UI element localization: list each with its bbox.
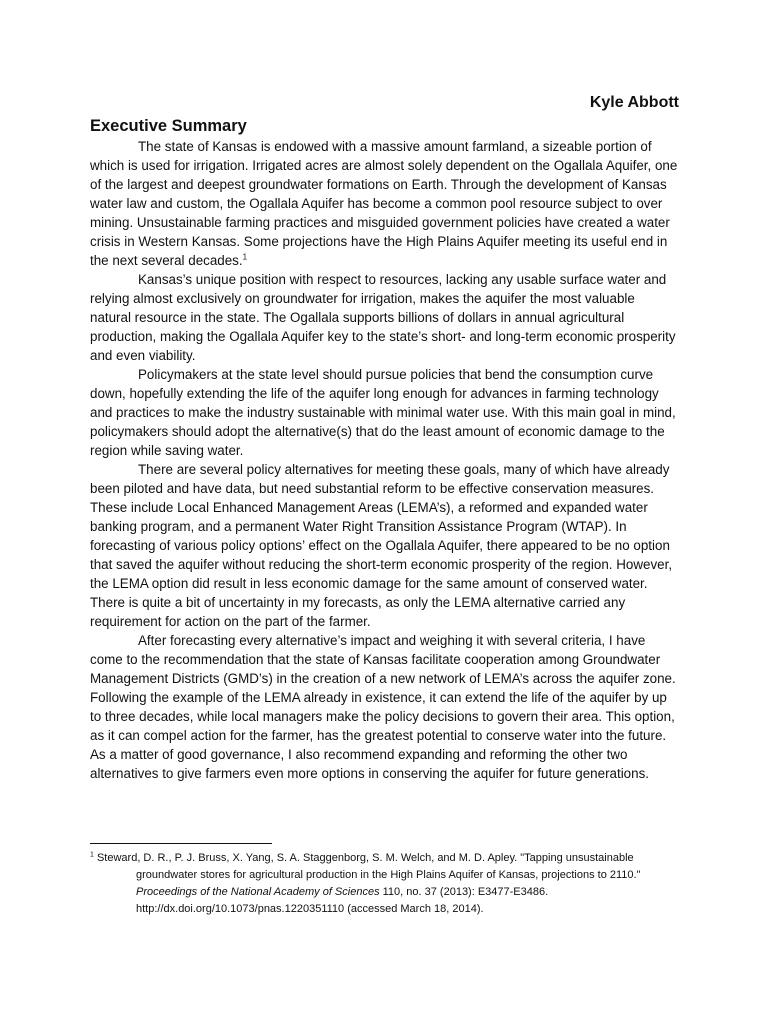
paragraph-4: There are several policy alternatives for meeting these goals, many of which have already been piloted and have data, but need substantial reform to be effective conservation measures. These include Local Enhanced Management Areas (LEMA’s), a reformed and expanded water banking program, and a permanent Water Right Transition Assistance Program (WTAP). In forecasting of various policy options’ effect on the Ogallala Aquifer, there appeared to be no option that saved the aquifer without reducing the short-term economic prosperity of the region. However, the LEMA option did result in less economic damage for the same amount of conserved water. There is quite a bit of uncertainty in my forecasts, as only the LEMA alternative carried any requirement for action on the part of the farmer. — [90, 462, 673, 629]
footnote-line-2: groundwater stores for agricultural production in the High Plains Aquifer of Kansas, projections to 2110." — [136, 869, 641, 881]
footnote-mark: 1 — [90, 851, 94, 859]
paragraph-text: The state of Kansas is endowed with a massive amount farmland, a sizeable portion of which is used for irrigation. Irrigated acres are almost solely dependent on the Ogallala Aquifer, one of the largest and deepest groundwater formations on Earth. Through the development of Kansas water law and custom, the Ogallala Aquifer has become a common pool resource subject to over mining. Unsustainable farming practices and misguided government policies have created a water crisis in Western Kansas. Some projections have the High Plains Aquifer meeting its useful end in the next several decades. — [90, 139, 678, 268]
paragraph-5: After forecasting every alternative’s impact and weighing it with several criteria, I have come to the recommendation that the state of Kansas facilitate cooperation among Groundwater Management Districts (GMD’s) in the creation of a new network of LEMA’s across the aquifer zone. Following the example of the LEMA already in existence, it can extend the life of the aquifer by up to three decades, while local managers make the policy decisions to govern their area. This option, as it can compel action for the farmer, has the greatest potential to conserve water into the future. As a matter of good governance, I also recommend expanding and reforming the other two alternatives to give farmers even more options in conserving the aquifer for future generations. — [90, 633, 676, 781]
footnote-journal: Proceedings of the National Academy of Sciences — [136, 886, 380, 898]
footnote-line-1 — [90, 850, 680, 867]
footnote-line-4: http://dx.doi.org/10.1073/pnas.1220351110 (accessed March 18, 2014). — [136, 903, 484, 915]
paragraph-2: Kansas’s unique position with respect to resources, lacking any usable surface water and relying almost exclusively on groundwater for irrigation, makes the aquifer the most valuable natural resource in the state. The Ogallala supports billions of dollars in annual agricultural production, making the Ogallala Aquifer key to the state’s short- and long-term economic prosperity and even viability. — [90, 272, 676, 363]
author-name: Kyle Abbott — [589, 94, 679, 111]
footnote-reference: 1 — [242, 252, 248, 262]
paragraph-1 — [90, 137, 678, 270]
footnote-citation: 110, no. 37 (2013): E3477-E3486. — [379, 886, 549, 898]
footnote-separator — [90, 843, 272, 844]
footnote-text: Steward, D. R., P. J. Bruss, X. Yang, S. A. Staggenborg, S. M. Welch, and M. D. Apley. "Tapping unsustainable — [96, 852, 634, 864]
footnote — [90, 850, 680, 918]
section-heading: Executive Summary — [90, 117, 247, 135]
document-body — [90, 116, 678, 783]
paragraph-3: Policymakers at the state level should pursue policies that bend the consumption curve down, hopefully extending the life of the aquifer long enough for advances in farming technology and practices to make the industry sustainable with minimal water use. With this main goal in mind, policymakers should adopt the alternative(s) that do the least amount of economic damage to the region while saving water. — [90, 367, 676, 458]
footnote-line-3 — [90, 884, 680, 901]
